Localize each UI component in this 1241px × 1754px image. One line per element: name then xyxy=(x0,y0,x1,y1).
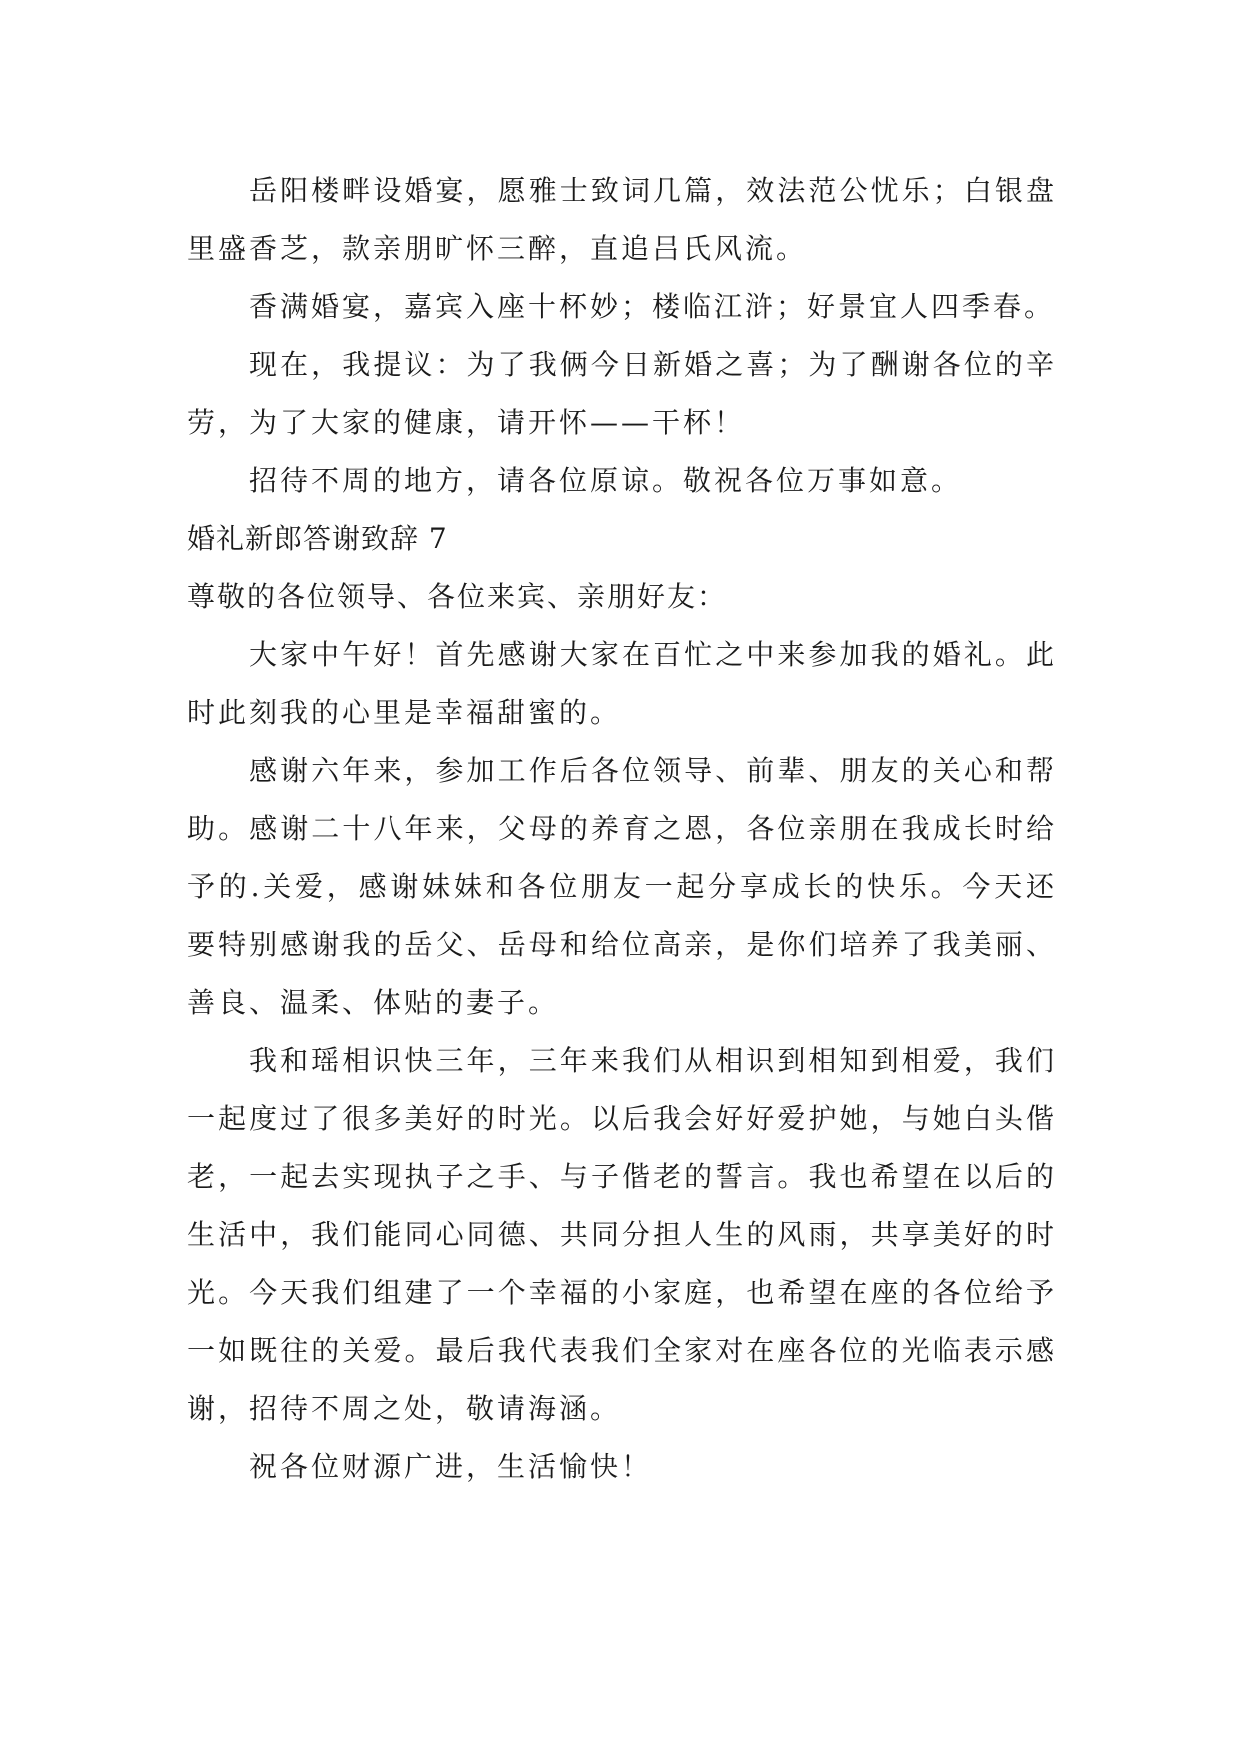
paragraph: 祝各位财源广进，生活愉快！ xyxy=(249,1450,653,1483)
paragraph: 大家中午好！首先感谢大家在百忙之中来参加我的婚礼。此时此刻我的心里是幸福甜蜜的。 xyxy=(187,638,1057,729)
section-title: 婚礼新郎答谢致辞 7 xyxy=(187,522,448,555)
document-body xyxy=(187,162,1057,1496)
paragraph: 感谢六年来，参加工作后各位领导、前辈、朋友的关心和帮助。感谢二十八年来，父母的养育之恩，各位亲朋在我成长时给予的.关爱，感谢妹妹和各位朋友一起分享成长的快乐。今天还要特别感谢我的岳父、岳母和给位高亲，是你们培养了我美丽、善良、温柔、体贴的妻子。 xyxy=(187,754,1057,1019)
paragraph: 香满婚宴，嘉宾入座十杯妙；楼临江浒；好景宜人四季春。 xyxy=(249,290,1056,323)
paragraph: 现在，我提议：为了我俩今日新婚之喜；为了酬谢各位的辛劳，为了大家的健康，请开怀——干杯！ xyxy=(187,348,1057,439)
paragraph: 我和瑶相识快三年，三年来我们从相识到相知到相爱，我们一起度过了很多美好的时光。以后我会好好爱护她，与她白头偕老，一起去实现执子之手、与子偕老的誓言。我也希望在以后的生活中，我们能同心同德、共同分担人生的风雨，共享美好的时光。今天我们组建了一个幸福的小家庭，也希望在座的各位给予一如既往的关爱。最后我代表我们全家对在座各位的光临表示感谢，招待不周之处，敬请海涵。 xyxy=(187,1044,1057,1425)
paragraph: 岳阳楼畔设婚宴，愿雅士致词几篇，效法范公忧乐；白银盘里盛香芝，款亲朋旷怀三醉，直追吕氏风流。 xyxy=(187,174,1057,265)
salutation: 尊敬的各位领导、各位来宾、亲朋好友： xyxy=(187,580,728,613)
paragraph: 招待不周的地方，请各位原谅。敬祝各位万事如意。 xyxy=(249,464,963,497)
